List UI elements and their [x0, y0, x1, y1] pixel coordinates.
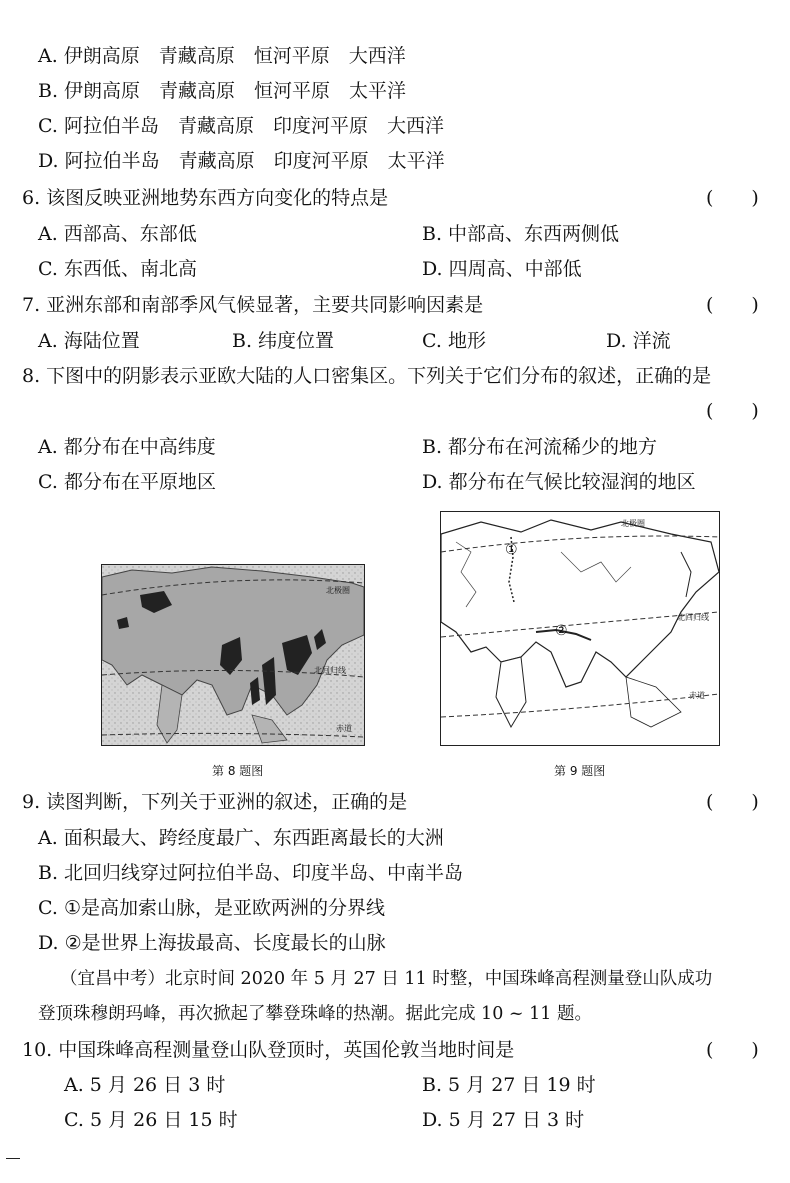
q9-option-d[interactable]: D. ②是世界上海拔最高、长度最长的山脉 — [38, 932, 386, 954]
q6-option-c[interactable]: C. 东西低、南北高 — [38, 258, 197, 280]
footer-rule — [6, 1158, 20, 1159]
fig8-tropic-label: 北回归线 — [314, 666, 346, 675]
fig8-arctic-circle-label: 北极圈 — [326, 586, 350, 595]
q7-option-d[interactable]: D. 洋流 — [606, 330, 671, 352]
fig9-equator-label: 赤道 — [689, 691, 705, 700]
q10-option-d[interactable]: D. 5 月 27 日 3 时 — [422, 1109, 585, 1131]
q10-stem: 10. 中国珠峰高程测量登山队登顶时，英国伦敦当地时间是 — [22, 1039, 515, 1061]
q5-option-a[interactable]: A. 伊朗高原 青藏高原 恒河平原 大西洋 — [38, 45, 406, 67]
q10-option-b[interactable]: B. 5 月 27 日 19 时 — [422, 1074, 596, 1096]
fig9-marker-2: ② — [555, 623, 568, 639]
figure-9-asia-map — [440, 511, 720, 746]
figure-8-caption: 第 8 题图 — [212, 764, 264, 778]
q6-option-a[interactable]: A. 西部高、东部低 — [38, 223, 197, 245]
q9-stem: 9. 读图判断，下列关于亚洲的叙述，正确的是 — [22, 791, 408, 813]
q6-option-b[interactable]: B. 中部高、东西两侧低 — [422, 223, 620, 245]
q10-option-a[interactable]: A. 5 月 26 日 3 时 — [64, 1074, 226, 1096]
figure-8-population-map — [101, 564, 365, 746]
q7-answer-bracket[interactable]: ( ) — [706, 294, 759, 316]
fig9-arctic-circle-label: 北极圈 — [621, 519, 645, 528]
q7-stem: 7. 亚洲东部和南部季风气候显著，主要共同影响因素是 — [22, 294, 484, 316]
q6-option-d[interactable]: D. 四周高、中部低 — [422, 258, 582, 280]
q9-option-a[interactable]: A. 面积最大、跨经度最广、东西距离最长的大洲 — [38, 827, 444, 849]
fig9-marker-1: ① — [505, 542, 518, 558]
q7-option-c[interactable]: C. 地形 — [422, 330, 486, 352]
q10-option-c[interactable]: C. 5 月 26 日 15 时 — [64, 1109, 238, 1131]
fig9-tropic-label: 北回归线 — [677, 613, 709, 622]
q8-option-a[interactable]: A. 都分布在中高纬度 — [38, 436, 216, 458]
q8-option-d[interactable]: D. 都分布在气候比较湿润的地区 — [422, 471, 696, 493]
q9-option-b[interactable]: B. 北回归线穿过阿拉伯半岛、印度半岛、中南半岛 — [38, 862, 464, 884]
q8-answer-bracket[interactable]: ( ) — [706, 400, 759, 422]
q5-option-d[interactable]: D. 阿拉伯半岛 青藏高原 印度河平原 太平洋 — [38, 150, 445, 172]
figure-9-caption: 第 9 题图 — [554, 764, 606, 778]
q6-stem: 6. 该图反映亚洲地势东西方向变化的特点是 — [22, 187, 389, 209]
passage-line-2: 登顶珠穆朗玛峰，再次掀起了攀登珠峰的热潮。据此完成 10 ~ 11 题。 — [38, 1004, 592, 1024]
q9-answer-bracket[interactable]: ( ) — [706, 791, 759, 813]
q9-option-c[interactable]: C. ①是高加索山脉，是亚欧两洲的分界线 — [38, 897, 385, 919]
q5-option-b[interactable]: B. 伊朗高原 青藏高原 恒河平原 太平洋 — [38, 80, 407, 102]
q8-option-c[interactable]: C. 都分布在平原地区 — [38, 471, 216, 493]
passage-line-1: （宜昌中考）北京时间 2020 年 5 月 27 日 11 时整，中国珠峰高程测量登山队成功 — [60, 969, 713, 989]
q7-option-a[interactable]: A. 海陆位置 — [38, 330, 140, 352]
q7-option-b[interactable]: B. 纬度位置 — [232, 330, 335, 352]
q5-option-c[interactable]: C. 阿拉伯半岛 青藏高原 印度河平原 大西洋 — [38, 115, 444, 137]
q10-answer-bracket[interactable]: ( ) — [706, 1039, 759, 1061]
q8-option-b[interactable]: B. 都分布在河流稀少的地方 — [422, 436, 658, 458]
q6-answer-bracket[interactable]: ( ) — [706, 187, 759, 209]
q8-stem: 8. 下图中的阴影表示亚欧大陆的人口密集区。下列关于它们分布的叙述，正确的是 — [22, 365, 712, 387]
fig8-equator-label: 赤道 — [336, 724, 352, 733]
